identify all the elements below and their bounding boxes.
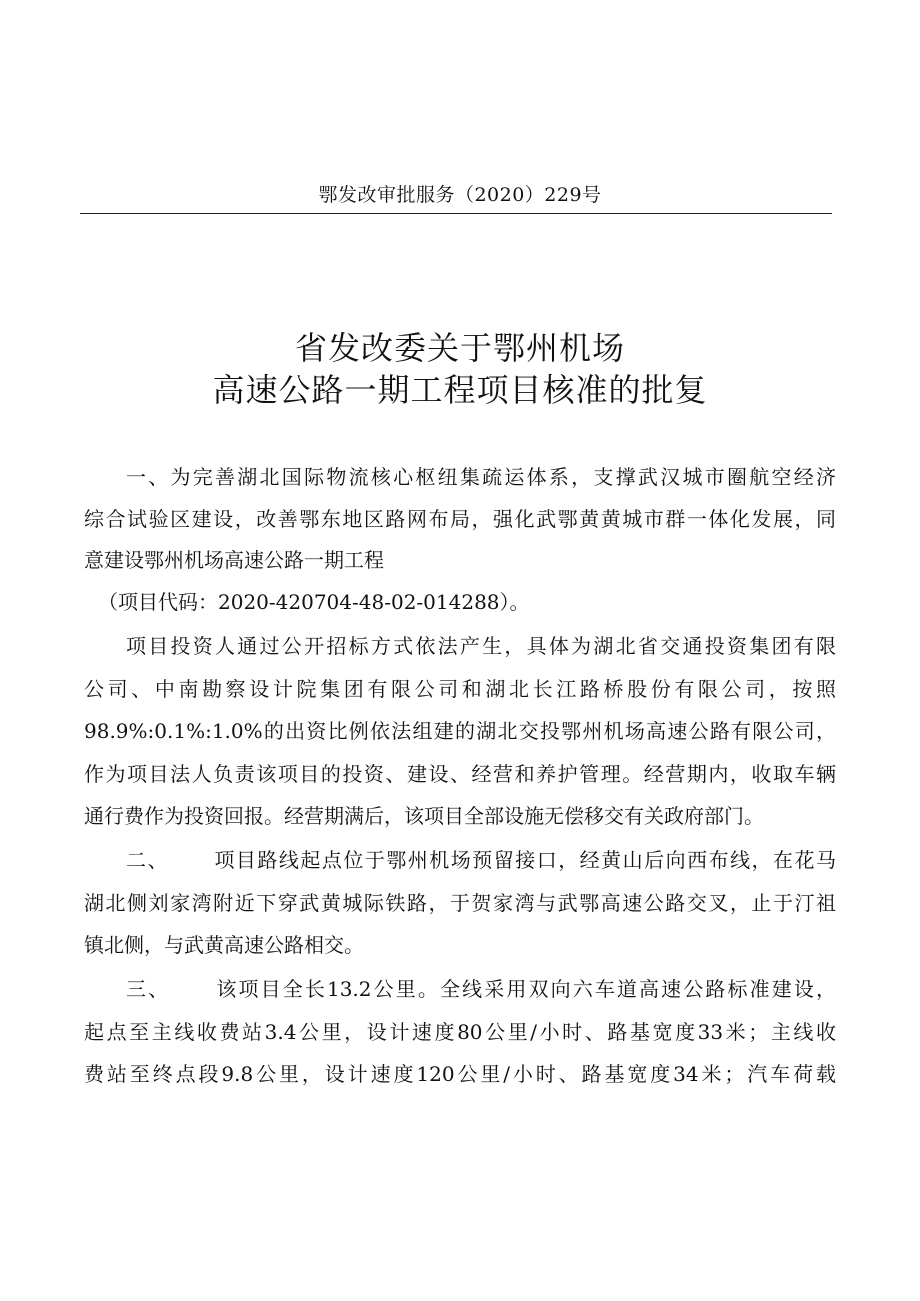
paragraph-2-line-4: 作为项目法人负责该项目的投资、建设、经营和养护管理。经营期内，收取车辆: [84, 762, 836, 786]
paragraph-2-line-1: 项目投资人通过公开招标方式依法产生，具体为湖北省交通投资集团有限: [126, 634, 836, 658]
section-3-number: 三、: [126, 977, 171, 1001]
section-3-line-1-text: 该项目全长13.2公里。全线采用双向六车道高速公路标准建设，: [214, 977, 837, 1001]
paragraph-2-line-5: 通行费作为投资回报。经营期满后，该项目全部设施无偿移交有关政府部门。: [84, 804, 764, 828]
section-2-line-2: 湖北侧刘家湾附近下穿武黄城际铁路，于贺家湾与武鄂高速公路交叉，止于汀祖: [84, 891, 836, 915]
section-3-line-1: [126, 975, 836, 1003]
paragraph-2-line-2: 公司、中南勘察设计院集团有限公司和湖北长江路桥股份有限公司，按照: [84, 677, 836, 701]
section-3-line-3: 费站至终点段9.8公里，设计速度120公里/小时、路基宽度34米；汽车荷载: [84, 1062, 836, 1086]
section-2-number: 二、: [126, 848, 169, 872]
section-1-line-2: 综合试验区建设，改善鄂东地区路网布局，强化武鄂黄黄城市群一体化发展，同: [84, 507, 836, 531]
section-2-line-1: [126, 846, 836, 874]
project-code: （项目代码：2020-420704-48-02-014288）。: [98, 590, 530, 614]
document-title-line-1: 省发改委关于鄂州机场: [294, 329, 625, 367]
section-2-line-3: 镇北侧，与武黄高速公路相交。: [84, 933, 364, 957]
section-2-line-1-text: 项目路线起点位于鄂州机场预留接口，经黄山后向西布线，在花马: [212, 848, 837, 872]
header-rule: [80, 213, 832, 214]
section-1-line-1: 一、为完善湖北国际物流核心枢纽集疏运体系，支撑武汉城市圈航空经济: [126, 465, 836, 489]
document-number: 鄂发改审批服务（2020）229号: [318, 184, 602, 206]
section-1-line-3: 意建设鄂州机场高速公路一期工程: [84, 548, 384, 572]
paragraph-2-line-3: 98.9%:0.1%:1.0%的出资比例依法组建的湖北交投鄂州机场高速公路有限公司，: [84, 719, 836, 743]
document-title-line-2: 高速公路一期工程项目核准的批复: [212, 371, 708, 409]
section-3-line-2: 起点至主线收费站3.4公里，设计速度80公里/小时、路基宽度33米；主线收: [84, 1020, 836, 1044]
